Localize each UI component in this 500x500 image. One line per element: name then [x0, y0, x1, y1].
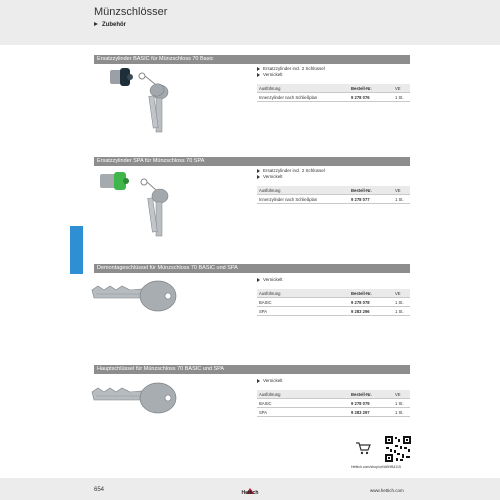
bullet-item — [257, 277, 283, 283]
page-subtitle-text: Zubehör — [102, 22, 126, 28]
column-header: Ausführung — [257, 84, 349, 93]
bullet-item — [257, 72, 325, 78]
cell-label: SPA — [257, 408, 349, 417]
bullet-text: Ersatzzylinder incl. 2 Schlüssel — [263, 66, 325, 71]
cell-order-no: 9 278 078 — [349, 298, 393, 307]
bullet-list — [257, 168, 325, 180]
column-header: Ausführung — [257, 289, 349, 298]
spec-table — [257, 84, 410, 102]
cell-ve: 1 St. — [393, 408, 410, 417]
triangle-bullet-icon — [257, 278, 260, 282]
bullet-item — [257, 174, 325, 180]
triangle-bullet-icon — [257, 169, 260, 173]
bullet-list — [257, 378, 283, 384]
column-header: VE — [393, 84, 410, 93]
cell-order-no: 9 278 076 — [349, 93, 393, 102]
cell-order-no: 9 278 079 — [349, 399, 393, 408]
table-row — [257, 307, 410, 316]
spec-table — [257, 289, 410, 316]
bullet-item — [257, 378, 283, 384]
cell-ve: 1 St. — [393, 93, 410, 102]
website-link[interactable]: www.hettich.com — [370, 488, 404, 493]
cell-label: BASIC — [257, 399, 349, 408]
cell-order-no: 9 278 077 — [349, 195, 393, 204]
logo-text: Hettich — [241, 490, 259, 496]
cell-label: Innenzylinder nach Schließplan — [257, 195, 349, 204]
bullet-text: Ersatzzylinder incl. 2 Schlüssel — [263, 168, 325, 173]
section-header-master-key — [94, 365, 410, 374]
section-title: Hauptschlüssel für Münzschloss 70 BASIC und SPA — [97, 366, 225, 372]
master-key-image — [90, 378, 190, 420]
column-header: VE — [393, 289, 410, 298]
table-row — [257, 298, 410, 307]
column-header: Bestell-Nr. — [349, 289, 393, 298]
table-header-row — [257, 84, 410, 93]
triangle-bullet-icon — [257, 73, 260, 77]
page-subtitle — [94, 22, 126, 28]
section-title: Ersatzzylinder SPA für Münzschloss 70 SPA — [97, 158, 205, 164]
table-header-row — [257, 390, 410, 399]
section-header-spa-cylinder — [94, 157, 410, 166]
table-header-row — [257, 289, 410, 298]
qr-code-icon[interactable] — [385, 436, 411, 462]
triangle-bullet-icon — [257, 379, 260, 383]
triangle-bullet-icon — [94, 22, 98, 26]
column-header: Bestell-Nr. — [349, 84, 393, 93]
bullet-text: Vernickelt — [263, 174, 283, 179]
cell-ve: 1 St. — [393, 298, 410, 307]
cell-order-no: 9 283 296 — [349, 307, 393, 316]
spa-cylinder-image — [98, 168, 178, 246]
table-row — [257, 93, 410, 102]
table-row — [257, 195, 410, 204]
section-title: Demontageschlüssel für Münzschloss 70 BASIC und SPA — [97, 265, 238, 271]
triangle-bullet-icon — [257, 67, 260, 71]
bullet-text: Vernickelt — [263, 72, 283, 77]
bullet-text: Vernickelt — [263, 277, 283, 282]
triangle-bullet-icon — [257, 175, 260, 179]
page-header — [0, 0, 500, 45]
cell-label: SPA — [257, 307, 349, 316]
bullet-list — [257, 277, 283, 283]
column-header: VE — [393, 390, 410, 399]
spec-table — [257, 390, 410, 417]
cart-icon[interactable] — [355, 441, 371, 455]
table-header-row — [257, 186, 410, 195]
column-header: Bestell-Nr. — [349, 186, 393, 195]
section-header-basic-cylinder — [94, 55, 410, 64]
section-header-demontage-key — [94, 264, 410, 273]
cell-label: Innenzylinder nach Schließplan — [257, 93, 349, 102]
column-header: VE — [393, 186, 410, 195]
column-header: Ausführung — [257, 186, 349, 195]
qr-caption[interactable]: Hettich.com/shop/url/ABHB4115 — [351, 465, 401, 469]
cell-ve: 1 St. — [393, 399, 410, 408]
page-number: 654 — [94, 487, 105, 493]
bullet-list — [257, 66, 325, 78]
column-header: Ausführung — [257, 390, 349, 399]
basic-cylinder-image — [108, 66, 178, 144]
cell-ve: 1 St. — [393, 195, 410, 204]
bullet-text: Vernickelt — [263, 378, 283, 383]
cell-order-no: 9 283 297 — [349, 408, 393, 417]
cell-ve: 1 St. — [393, 307, 410, 316]
table-row — [257, 399, 410, 408]
demontage-key-image — [90, 276, 190, 318]
table-row — [257, 408, 410, 417]
cell-label: BASIC — [257, 298, 349, 307]
page-title: Münzschlösser — [94, 6, 168, 18]
column-header: Bestell-Nr. — [349, 390, 393, 399]
spec-table — [257, 186, 410, 204]
chapter-tab — [70, 226, 83, 274]
hettich-logo — [232, 482, 268, 500]
section-title: Ersatzzylinder BASIC für Münzschloss 70 Basic — [97, 56, 214, 62]
